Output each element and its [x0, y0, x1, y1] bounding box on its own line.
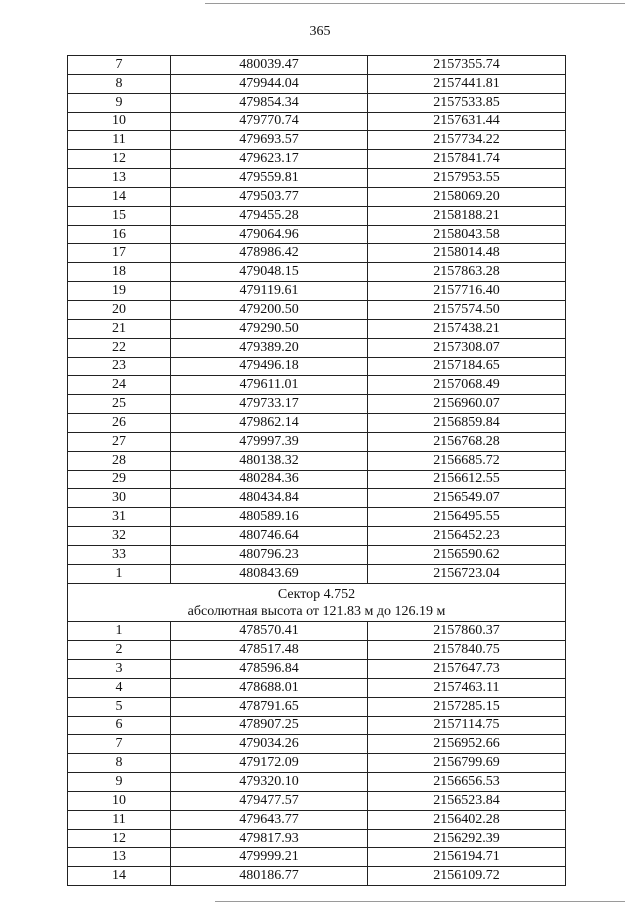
table-row [68, 810, 566, 829]
table-row [68, 470, 566, 489]
point-number-cell: 7 [68, 56, 171, 75]
x-coordinate-cell: 479997.39 [171, 432, 368, 451]
point-number-cell: 31 [68, 508, 171, 527]
table-row [68, 678, 566, 697]
table-row [68, 564, 566, 583]
table-row [68, 545, 566, 564]
point-number-cell: 30 [68, 489, 171, 508]
scan-bottom-rule [215, 901, 625, 902]
table-row [68, 93, 566, 112]
sector-title-row [68, 583, 566, 603]
point-number-cell: 29 [68, 470, 171, 489]
table-row [68, 489, 566, 508]
x-coordinate-cell: 479944.04 [171, 74, 368, 93]
table-row [68, 263, 566, 282]
point-number-cell: 24 [68, 376, 171, 395]
y-coordinate-cell: 2156402.28 [368, 810, 566, 829]
y-coordinate-cell: 2156109.72 [368, 867, 566, 886]
point-number-cell: 12 [68, 829, 171, 848]
x-coordinate-cell: 478596.84 [171, 660, 368, 679]
x-coordinate-cell: 478517.48 [171, 641, 368, 660]
table-row [68, 641, 566, 660]
point-number-cell: 1 [68, 564, 171, 583]
table-row [68, 300, 566, 319]
x-coordinate-cell: 479559.81 [171, 169, 368, 188]
x-coordinate-cell: 479643.77 [171, 810, 368, 829]
table-row [68, 697, 566, 716]
point-number-cell: 12 [68, 150, 171, 169]
y-coordinate-cell: 2157438.21 [368, 319, 566, 338]
point-number-cell: 32 [68, 527, 171, 546]
point-number-cell: 27 [68, 432, 171, 451]
y-coordinate-cell: 2156549.07 [368, 489, 566, 508]
table-row [68, 319, 566, 338]
x-coordinate-cell: 479389.20 [171, 338, 368, 357]
table-row [68, 735, 566, 754]
y-coordinate-cell: 2156656.53 [368, 773, 566, 792]
y-coordinate-cell: 2157355.74 [368, 56, 566, 75]
x-coordinate-cell: 479854.34 [171, 93, 368, 112]
y-coordinate-cell: 2156194.71 [368, 848, 566, 867]
x-coordinate-cell: 479064.96 [171, 225, 368, 244]
table-row [68, 432, 566, 451]
point-number-cell: 14 [68, 867, 171, 886]
table-row [68, 773, 566, 792]
x-coordinate-cell: 479200.50 [171, 300, 368, 319]
table-row [68, 112, 566, 131]
x-coordinate-cell: 478791.65 [171, 697, 368, 716]
y-coordinate-cell: 2157841.74 [368, 150, 566, 169]
point-number-cell: 9 [68, 93, 171, 112]
x-coordinate-cell: 478688.01 [171, 678, 368, 697]
point-number-cell: 18 [68, 263, 171, 282]
y-coordinate-cell: 2156292.39 [368, 829, 566, 848]
y-coordinate-cell: 2157441.81 [368, 74, 566, 93]
sector-altitude-row [68, 603, 566, 621]
y-coordinate-cell: 2156612.55 [368, 470, 566, 489]
point-number-cell: 22 [68, 338, 171, 357]
table-row [68, 414, 566, 433]
y-coordinate-cell: 2157184.65 [368, 357, 566, 376]
y-coordinate-cell: 2156590.62 [368, 545, 566, 564]
point-number-cell: 2 [68, 641, 171, 660]
x-coordinate-cell: 479733.17 [171, 395, 368, 414]
y-coordinate-cell: 2156452.23 [368, 527, 566, 546]
y-coordinate-cell: 2157631.44 [368, 112, 566, 131]
table-row [68, 791, 566, 810]
point-number-cell: 8 [68, 754, 171, 773]
y-coordinate-cell: 2156952.66 [368, 735, 566, 754]
table-row [68, 754, 566, 773]
x-coordinate-cell: 479477.57 [171, 791, 368, 810]
table-row [68, 56, 566, 75]
x-coordinate-cell: 480796.23 [171, 545, 368, 564]
y-coordinate-cell: 2158188.21 [368, 206, 566, 225]
point-number-cell: 5 [68, 697, 171, 716]
y-coordinate-cell: 2157285.15 [368, 697, 566, 716]
table-row [68, 395, 566, 414]
table-row [68, 150, 566, 169]
x-coordinate-cell: 479119.61 [171, 282, 368, 301]
point-number-cell: 10 [68, 791, 171, 810]
scan-top-rule [205, 3, 625, 4]
x-coordinate-cell: 480746.64 [171, 527, 368, 546]
point-number-cell: 10 [68, 112, 171, 131]
sector-title: Сектор 4.752 [68, 583, 566, 603]
x-coordinate-cell: 479611.01 [171, 376, 368, 395]
point-number-cell: 25 [68, 395, 171, 414]
table-row [68, 74, 566, 93]
table-row [68, 338, 566, 357]
x-coordinate-cell: 478907.25 [171, 716, 368, 735]
point-number-cell: 13 [68, 848, 171, 867]
page-number: 365 [309, 24, 331, 39]
y-coordinate-cell: 2157647.73 [368, 660, 566, 679]
x-coordinate-cell: 480589.16 [171, 508, 368, 527]
x-coordinate-cell: 479320.10 [171, 773, 368, 792]
x-coordinate-cell: 479455.28 [171, 206, 368, 225]
coordinates-table [67, 55, 566, 886]
y-coordinate-cell: 2157840.75 [368, 641, 566, 660]
point-number-cell: 3 [68, 660, 171, 679]
point-number-cell: 16 [68, 225, 171, 244]
table-row [68, 867, 566, 886]
x-coordinate-cell: 479862.14 [171, 414, 368, 433]
table-row [68, 848, 566, 867]
x-coordinate-cell: 480138.32 [171, 451, 368, 470]
table-row [68, 451, 566, 470]
point-number-cell: 13 [68, 169, 171, 188]
y-coordinate-cell: 2156960.07 [368, 395, 566, 414]
point-number-cell: 23 [68, 357, 171, 376]
x-coordinate-cell: 480843.69 [171, 564, 368, 583]
point-number-cell: 14 [68, 187, 171, 206]
point-number-cell: 11 [68, 131, 171, 150]
table-row [68, 660, 566, 679]
y-coordinate-cell: 2156723.04 [368, 564, 566, 583]
point-number-cell: 20 [68, 300, 171, 319]
point-number-cell: 26 [68, 414, 171, 433]
table-row [68, 829, 566, 848]
x-coordinate-cell: 479496.18 [171, 357, 368, 376]
x-coordinate-cell: 479290.50 [171, 319, 368, 338]
point-number-cell: 28 [68, 451, 171, 470]
point-number-cell: 8 [68, 74, 171, 93]
point-number-cell: 33 [68, 545, 171, 564]
table-row [68, 206, 566, 225]
y-coordinate-cell: 2157533.85 [368, 93, 566, 112]
table-row [68, 527, 566, 546]
y-coordinate-cell: 2156799.69 [368, 754, 566, 773]
table-row [68, 376, 566, 395]
x-coordinate-cell: 480434.84 [171, 489, 368, 508]
x-coordinate-cell: 479623.17 [171, 150, 368, 169]
point-number-cell: 1 [68, 622, 171, 641]
point-number-cell: 21 [68, 319, 171, 338]
y-coordinate-cell: 2157068.49 [368, 376, 566, 395]
y-coordinate-cell: 2156859.84 [368, 414, 566, 433]
point-number-cell: 6 [68, 716, 171, 735]
x-coordinate-cell: 480039.47 [171, 56, 368, 75]
sector-altitude: абсолютная высота от 121.83 м до 126.19 м [68, 603, 566, 621]
coordinates-table-body [68, 56, 566, 886]
table-row [68, 131, 566, 150]
y-coordinate-cell: 2157734.22 [368, 131, 566, 150]
point-number-cell: 4 [68, 678, 171, 697]
y-coordinate-cell: 2158069.20 [368, 187, 566, 206]
table-row [68, 508, 566, 527]
table-row [68, 225, 566, 244]
point-number-cell: 15 [68, 206, 171, 225]
table-row [68, 716, 566, 735]
x-coordinate-cell: 478570.41 [171, 622, 368, 641]
table-row [68, 357, 566, 376]
x-coordinate-cell: 479770.74 [171, 112, 368, 131]
y-coordinate-cell: 2157860.37 [368, 622, 566, 641]
x-coordinate-cell: 479048.15 [171, 263, 368, 282]
y-coordinate-cell: 2156523.84 [368, 791, 566, 810]
x-coordinate-cell: 479817.93 [171, 829, 368, 848]
x-coordinate-cell: 478986.42 [171, 244, 368, 263]
point-number-cell: 9 [68, 773, 171, 792]
y-coordinate-cell: 2157953.55 [368, 169, 566, 188]
table-row [68, 622, 566, 641]
x-coordinate-cell: 480186.77 [171, 867, 368, 886]
point-number-cell: 19 [68, 282, 171, 301]
table-row [68, 282, 566, 301]
point-number-cell: 17 [68, 244, 171, 263]
y-coordinate-cell: 2157574.50 [368, 300, 566, 319]
y-coordinate-cell: 2156685.72 [368, 451, 566, 470]
x-coordinate-cell: 479999.21 [171, 848, 368, 867]
x-coordinate-cell: 479503.77 [171, 187, 368, 206]
y-coordinate-cell: 2158014.48 [368, 244, 566, 263]
y-coordinate-cell: 2156495.55 [368, 508, 566, 527]
x-coordinate-cell: 480284.36 [171, 470, 368, 489]
y-coordinate-cell: 2157308.07 [368, 338, 566, 357]
y-coordinate-cell: 2156768.28 [368, 432, 566, 451]
x-coordinate-cell: 479172.09 [171, 754, 368, 773]
y-coordinate-cell: 2157463.11 [368, 678, 566, 697]
table-row [68, 187, 566, 206]
y-coordinate-cell: 2157114.75 [368, 716, 566, 735]
y-coordinate-cell: 2157716.40 [368, 282, 566, 301]
y-coordinate-cell: 2157863.28 [368, 263, 566, 282]
table-row [68, 169, 566, 188]
table-row [68, 244, 566, 263]
x-coordinate-cell: 479034.26 [171, 735, 368, 754]
y-coordinate-cell: 2158043.58 [368, 225, 566, 244]
x-coordinate-cell: 479693.57 [171, 131, 368, 150]
point-number-cell: 7 [68, 735, 171, 754]
point-number-cell: 11 [68, 810, 171, 829]
